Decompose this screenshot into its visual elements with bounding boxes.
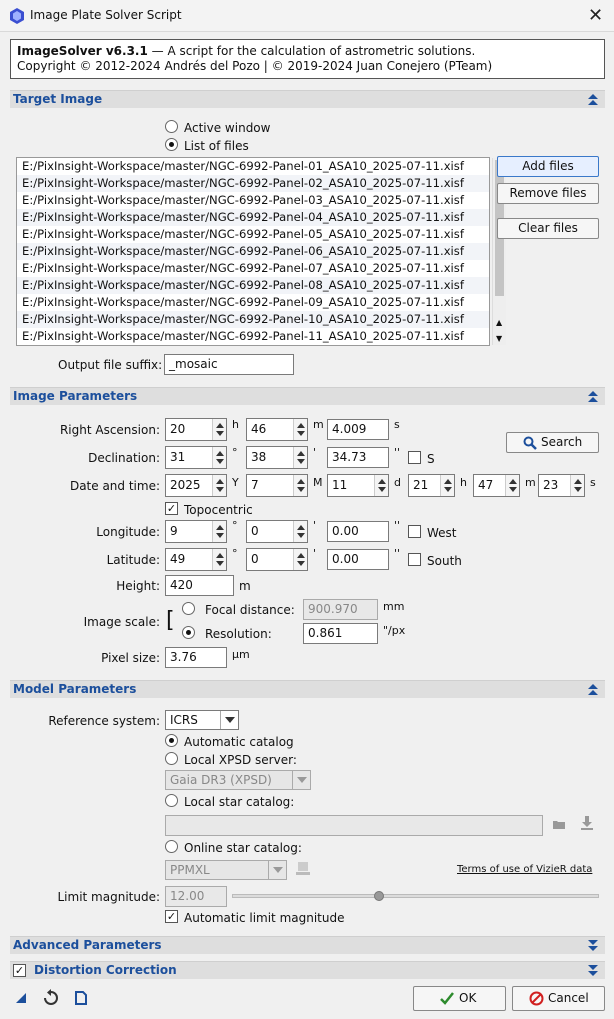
limit-magnitude-label: Limit magnitude: (57, 890, 160, 904)
ra-seconds-input[interactable]: 4.009 (327, 419, 389, 440)
section-image-parameters[interactable] (10, 387, 605, 405)
file-list-item[interactable]: E:/PixInsight-Workspace/master/NGC-6992-Panel-08_ASA10_2025-07-11.xisf (17, 277, 489, 294)
section-distortion-correction[interactable] (10, 961, 605, 979)
file-list-item[interactable]: E:/PixInsight-Workspace/master/NGC-6992-Panel-04_ASA10_2025-07-11.xisf (17, 209, 489, 226)
scale-bracket: [ (166, 608, 175, 633)
automatic-catalog-label: Automatic catalog (184, 735, 294, 749)
spin-arrows-icon[interactable] (293, 419, 307, 440)
spin-arrows-icon[interactable] (212, 521, 226, 542)
search-button[interactable] (506, 432, 599, 453)
script-info-box (10, 39, 605, 79)
copyright-text: Copyright © 2012-2024 Andrés del Pozo | © 2019-2024 Juan Conejero (PTeam) (17, 59, 493, 73)
auto-limit-label: Automatic limit magnitude (184, 911, 345, 925)
ra-minutes-value: 46 (251, 422, 267, 436)
folder-icon[interactable] (552, 817, 566, 831)
local-star-catalog-radio[interactable] (165, 794, 178, 807)
reference-system-label: Reference system: (48, 714, 160, 728)
lon-minutes-value: 0 (251, 524, 259, 538)
clear-files-button[interactable]: Clear files (497, 218, 599, 239)
focal-distance-label: Focal distance: (205, 603, 295, 617)
online-catalog-select[interactable] (165, 860, 287, 880)
dec-label: Declination: (88, 451, 160, 465)
reference-system-value: ICRS (170, 713, 198, 727)
spin-arrows-icon[interactable] (293, 549, 307, 570)
pixel-size-unit: μm (232, 648, 250, 661)
ra-hours-spinbox[interactable] (165, 418, 227, 441)
lat-minutes-value: 0 (251, 552, 259, 566)
documentation-icon[interactable] (74, 991, 88, 1005)
day-value: 11 (332, 478, 348, 492)
south-label: South (427, 554, 462, 568)
lat-minutes-unit: ' (313, 547, 317, 560)
chevron-down-icon (292, 771, 310, 789)
lat-minutes-spinbox[interactable] (246, 548, 308, 571)
auto-limit-checkbox[interactable]: ✓ (166, 910, 177, 923)
ok-button[interactable] (413, 986, 506, 1011)
file-list-item[interactable]: E:/PixInsight-Workspace/master/NGC-6992-Panel-05_ASA10_2025-07-11.xisf (22, 227, 464, 241)
ra-label: Right Ascension: (59, 423, 160, 437)
section-advanced-parameters[interactable] (10, 936, 605, 954)
dec-south-checkbox[interactable] (408, 451, 421, 464)
distortion-checkbox[interactable]: ✓ (14, 964, 25, 977)
active-window-label: Active window (184, 121, 271, 135)
hour-unit: h (460, 476, 467, 489)
cancel-button[interactable] (512, 986, 605, 1011)
search-icon (523, 436, 537, 450)
spin-arrows-icon[interactable] (505, 475, 519, 496)
resolution-label: Resolution: (205, 627, 272, 641)
date-time-label: Date and time: (69, 479, 160, 493)
dec-seconds-unit: '' (394, 446, 401, 459)
file-list-item[interactable]: E:/PixInsight-Workspace/master/NGC-6992-Panel-09_ASA10_2025-07-11.xisf (22, 295, 464, 309)
hour-value: 21 (413, 478, 429, 492)
online-catalog-value: PPMXL (170, 863, 210, 877)
year-value: 2025 (170, 478, 201, 492)
download-icon[interactable] (579, 815, 595, 831)
year-spinbox[interactable] (165, 474, 227, 497)
file-list-item[interactable]: E:/PixInsight-Workspace/master/NGC-6992-Panel-06_ASA10_2025-07-11.xisf (17, 243, 489, 260)
spin-arrows-icon[interactable] (212, 419, 226, 440)
scroll-up-icon[interactable]: ▲ (496, 318, 503, 327)
expand-icon[interactable] (587, 939, 599, 953)
online-star-catalog-label: Online star catalog: (184, 841, 302, 855)
local-star-catalog-label: Local star catalog: (184, 795, 295, 809)
active-window-radio[interactable] (165, 120, 178, 133)
section-title: Distortion Correction (34, 963, 177, 977)
day-unit: d (394, 476, 401, 489)
spin-arrows-icon[interactable] (293, 521, 307, 542)
output-suffix-input[interactable]: _mosaic (164, 354, 294, 375)
section-model-parameters[interactable] (10, 680, 605, 698)
height-label: Height: (116, 579, 160, 593)
spin-arrows-icon[interactable] (440, 475, 454, 496)
lat-seconds-unit: '' (394, 547, 401, 560)
hour-spinbox[interactable] (408, 474, 455, 497)
spin-arrows-icon[interactable] (293, 447, 307, 468)
dec-minutes-value: 38 (251, 450, 267, 464)
section-title: Image Parameters (13, 389, 138, 403)
pixel-size-label: Pixel size: (101, 651, 160, 665)
search-label: Search (541, 435, 583, 449)
script-description: — A script for the calculation of astrometric solutions. (147, 44, 476, 58)
month-spinbox[interactable] (246, 474, 308, 497)
second-unit: s (590, 476, 596, 489)
spin-arrows-icon[interactable] (212, 549, 226, 570)
height-input[interactable]: 420 (165, 575, 234, 596)
lon-degrees-value: 9 (170, 524, 178, 538)
file-list-item[interactable]: E:/PixInsight-Workspace/master/NGC-6992-Panel-02_ASA10_2025-07-11.xisf (17, 175, 489, 192)
slider-handle[interactable] (374, 891, 384, 901)
minute-unit: m (525, 476, 536, 489)
day-spinbox[interactable] (327, 474, 389, 497)
image-scale-label: Image scale: (83, 615, 160, 629)
lon-minutes-unit: ' (313, 519, 317, 532)
file-list-item[interactable]: E:/PixInsight-Workspace/master/NGC-6992-Panel-07_ASA10_2025-07-11.xisf (22, 261, 464, 275)
limit-magnitude-slider[interactable] (232, 894, 599, 898)
automatic-catalog-radio[interactable] (165, 734, 178, 747)
spin-arrows-icon[interactable] (212, 447, 226, 468)
section-target-image[interactable] (10, 90, 605, 108)
spin-arrows-icon[interactable] (293, 475, 307, 496)
ra-hours-value: 20 (170, 422, 186, 436)
latitude-label: Latitude: (106, 553, 160, 567)
dec-minutes-spinbox[interactable] (246, 446, 308, 469)
lon-degrees-unit: ° (232, 519, 238, 532)
focal-distance-unit: mm (383, 600, 405, 613)
app-logo-icon (10, 8, 24, 24)
chevron-down-icon (220, 711, 238, 729)
title-bar (0, 0, 614, 32)
online-star-catalog-radio[interactable] (165, 840, 178, 853)
second-spinbox[interactable] (538, 474, 585, 497)
section-title: Target Image (13, 92, 103, 106)
output-suffix-label: Output file suffix: (58, 358, 163, 372)
month-unit: M (313, 476, 323, 489)
spin-arrows-icon[interactable] (212, 475, 226, 496)
cancel-label: Cancel (548, 991, 589, 1005)
chevron-down-icon (268, 861, 286, 879)
server-icon[interactable] (294, 860, 312, 878)
collapse-icon[interactable] (587, 683, 599, 697)
section-title: Model Parameters (13, 682, 137, 696)
checkmark-icon (440, 992, 454, 1005)
remove-files-button[interactable]: Remove files (497, 183, 599, 204)
spin-arrows-icon[interactable] (374, 475, 388, 496)
reset-icon[interactable] (42, 989, 60, 1007)
add-files-button[interactable]: Add files (497, 156, 599, 177)
west-checkbox[interactable] (408, 525, 421, 538)
reference-system-select[interactable] (165, 710, 239, 730)
file-list-item[interactable]: E:/PixInsight-Workspace/master/NGC-6992-Panel-03_ASA10_2025-07-11.xisf (22, 193, 464, 207)
lon-minutes-spinbox[interactable] (246, 520, 308, 543)
topocentric-checkbox[interactable]: ✓ (166, 502, 177, 515)
west-label: West (427, 526, 457, 540)
local-xpsd-label: Local XPSD server: (184, 753, 297, 767)
lon-seconds-unit: '' (394, 519, 401, 532)
lon-seconds-input[interactable]: 0.00 (327, 521, 389, 542)
resolution-input[interactable]: 0.861 (303, 623, 378, 644)
cancel-icon (529, 991, 544, 1006)
file-list-item[interactable]: E:/PixInsight-Workspace/master/NGC-6992-Panel-01_ASA10_2025-07-11.xisf (22, 159, 464, 173)
local-star-catalog-path[interactable] (165, 815, 543, 836)
lat-degrees-spinbox[interactable] (165, 548, 227, 571)
focal-distance-input[interactable]: 900.970 (303, 599, 378, 620)
file-list-item[interactable]: E:/PixInsight-Workspace/master/NGC-6992-Panel-11_ASA10_2025-07-11.xisf (22, 329, 464, 343)
dec-seconds-input[interactable]: 34.73 (327, 447, 389, 468)
year-unit: Y (232, 476, 239, 489)
dec-degrees-spinbox[interactable] (165, 446, 227, 469)
local-xpsd-radio[interactable] (165, 752, 178, 765)
ra-hours-unit: h (232, 418, 239, 431)
south-checkbox[interactable] (408, 553, 421, 566)
topocentric-label: Topocentric (184, 503, 253, 517)
new-instance-icon[interactable] (14, 991, 28, 1005)
second-value: 23 (543, 478, 559, 492)
dec-degrees-unit: ° (232, 446, 238, 459)
collapse-icon[interactable] (587, 93, 599, 107)
xpsd-server-select[interactable] (165, 770, 311, 790)
close-icon[interactable]: ✕ (588, 5, 604, 26)
spin-arrows-icon[interactable] (570, 475, 584, 496)
xpsd-server-value: Gaia DR3 (XPSD) (170, 773, 272, 787)
script-name: ImageSolver v6.3.1 (17, 44, 148, 58)
lat-seconds-input[interactable]: 0.00 (327, 549, 389, 570)
lat-degrees-value: 49 (170, 552, 186, 566)
ra-seconds-unit: s (394, 418, 400, 431)
scroll-down-icon[interactable]: ▼ (496, 334, 503, 343)
pixel-size-input[interactable]: 3.76 (165, 647, 227, 668)
dec-south-label: S (427, 452, 435, 466)
lon-degrees-spinbox[interactable] (165, 520, 227, 543)
list-of-files-radio[interactable] (165, 138, 178, 151)
resolution-radio[interactable] (182, 626, 195, 639)
minute-spinbox[interactable] (473, 474, 520, 497)
dec-degrees-value: 31 (170, 450, 186, 464)
limit-magnitude-input[interactable]: 12.00 (165, 886, 227, 907)
vizier-terms-link[interactable]: Terms of use of VizieR data (457, 864, 593, 875)
ra-minutes-unit: m (313, 418, 324, 431)
ra-minutes-spinbox[interactable] (246, 418, 308, 441)
file-list-item[interactable]: E:/PixInsight-Workspace/master/NGC-6992-Panel-10_ASA10_2025-07-11.xisf (17, 311, 489, 328)
longitude-label: Longitude: (96, 525, 160, 539)
expand-icon[interactable] (587, 964, 599, 978)
collapse-icon[interactable] (587, 390, 599, 404)
window-title: Image Plate Solver Script (30, 8, 182, 22)
focal-distance-radio[interactable] (182, 602, 195, 615)
month-value: 7 (251, 478, 259, 492)
file-list[interactable] (16, 157, 503, 346)
height-unit: m (239, 579, 251, 593)
ok-label: OK (459, 991, 477, 1005)
minute-value: 47 (478, 478, 494, 492)
section-title: Advanced Parameters (13, 938, 162, 952)
resolution-unit: "/px (383, 624, 406, 637)
list-of-files-label: List of files (184, 139, 249, 153)
dec-minutes-unit: ' (313, 446, 317, 459)
lat-degrees-unit: ° (232, 547, 238, 560)
